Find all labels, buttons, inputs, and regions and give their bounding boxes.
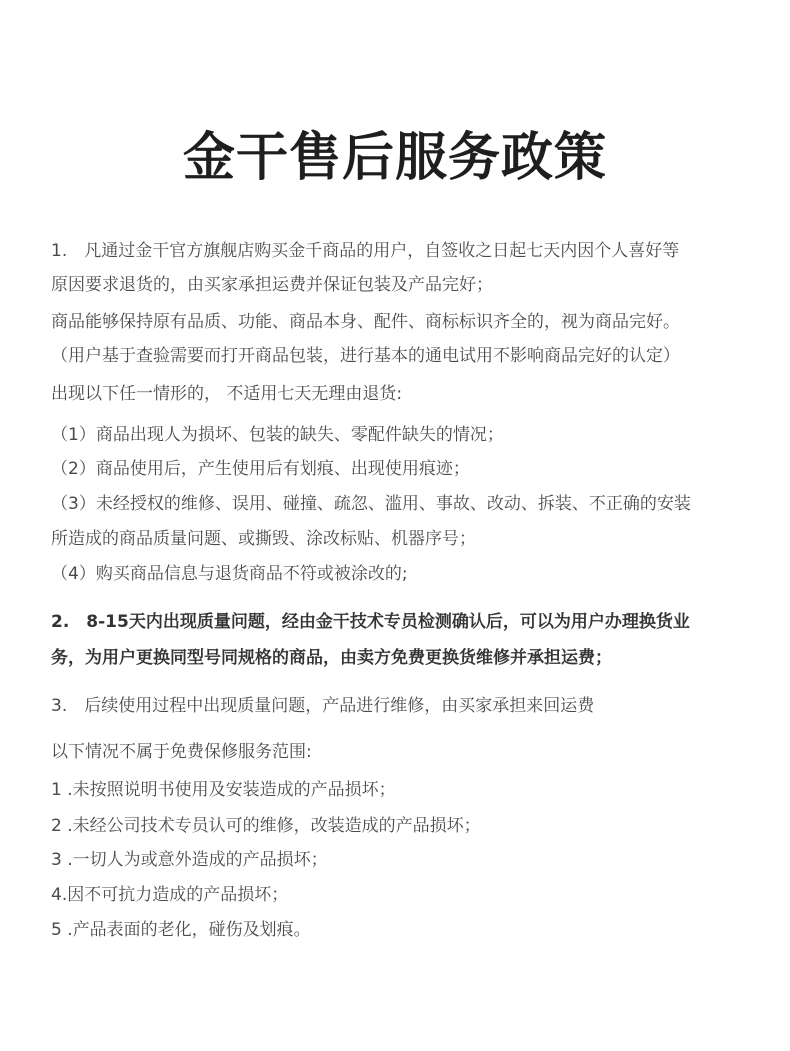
policy-line: 务，为用户更换同型号同规格的商品，由卖方免费更换货维修并承担运费； [51, 648, 612, 668]
policy-line: 以下情况不属于免费保修服务范围: [51, 742, 312, 762]
policy-line: 1 .未按照说明书使用及安装造成的产品损坏； [51, 780, 396, 800]
policy-line: （用户基于查验需要而打开商品包装，进行基本的通电试用不影响商品完好的认定） [51, 346, 680, 366]
policy-line: 5 .产品表面的老化，碰伤及划痕。 [51, 920, 311, 940]
policy-line: 出现以下任一情形的， 不适用七天无理由退货: [51, 384, 403, 404]
policy-line: （4）购买商品信息与退货商品不符或被涂改的; [51, 564, 408, 584]
policy-line: 4.因不可抗力造成的产品损坏； [51, 885, 289, 905]
policy-line: 商品能够保持原有品质、功能、商品本身、配件、商标标识齐全的，视为商品完好。 [51, 312, 680, 332]
policy-line: 3 .一切人为或意外造成的产品损坏； [51, 850, 328, 870]
policy-line: 所造成的商品质量问题、或撕毁、涂改标贴、机器序号； [51, 529, 476, 549]
policy-line: （2）商品使用后，产生使用后有划痕、出现使用痕迹； [51, 459, 470, 479]
policy-line: 2. 8-15天内出现质量问题，经由金干技术专员检测确认后，可以为用户办理换货业 [51, 612, 690, 632]
policy-line: （3）未经授权的维修、误用、碰撞、疏忽、滥用、事故、改动、拆装、不正确的安装 [51, 494, 691, 514]
policy-line: 3. 后续使用过程中出现质量问题，产品进行维修，由买家承担来回运费 [51, 696, 595, 716]
policy-line: 2 .未经公司技术专员认可的维修，改装造成的产品损坏； [51, 816, 481, 836]
page-title: 金干售后服务政策 [182, 128, 607, 188]
policy-line: 1. 凡通过金干官方旗舰店购买金千商品的用户，自签收之日起七天内因个人喜好等 [51, 241, 680, 261]
policy-line: 原因要求退货的，由买家承担运费并保证包装及产品完好； [51, 275, 493, 295]
policy-line: （1）商品出现人为损坏、包装的缺失、零配件缺失的情况； [51, 425, 504, 445]
